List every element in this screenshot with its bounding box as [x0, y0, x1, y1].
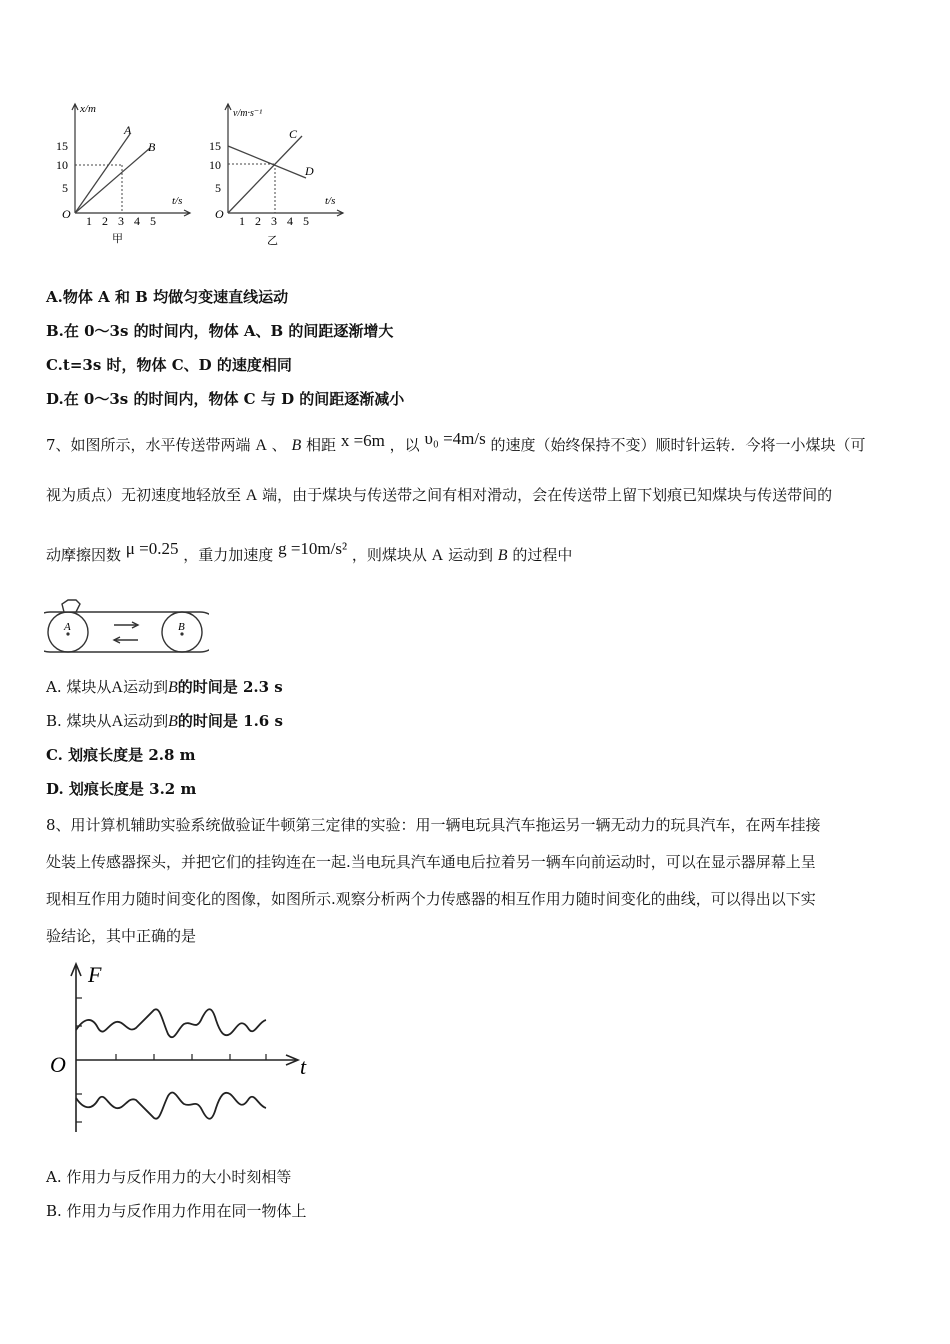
q7-eq-v0: υ₀ =4m/s: [424, 429, 486, 448]
q7-eq-x: x =6m: [340, 431, 385, 450]
q7-text: 端，由于煤块与传送带之间有相对滑动，会在传送带上留下划痕已知煤块与传送带间的: [262, 486, 833, 504]
line-a-label: A: [124, 123, 132, 137]
q7-symbol-b: B: [167, 679, 178, 696]
pulley-label-a: A: [64, 621, 71, 633]
line-c: [228, 136, 302, 213]
q8-stem-line-4: 验结论，其中正确的是: [46, 927, 197, 945]
conveyor-belt-diagram: [44, 596, 209, 658]
x-tick: 2: [255, 214, 261, 228]
x-tick: 5: [303, 214, 309, 228]
q7-text: 视为质点）无初速度地轻放至: [46, 486, 242, 504]
q8-option-a: A. 作用力与反作用力的大小时刻相等: [46, 1168, 292, 1186]
q7-symbol-a: A: [111, 679, 123, 696]
q7-symbol-a: A: [245, 487, 258, 504]
q7-text: 、: [271, 436, 287, 454]
q8-stem-line-1: 8、用计算机辅助实验系统做验证牛顿第三定律的实验：用一辆电玩具汽车拖运另一辆无动力的玩具汽车，在两车挂接: [46, 816, 821, 834]
y-tick: 5: [62, 181, 68, 195]
q7-symbol-a: A: [431, 547, 444, 564]
option-text: 的时间是 2.3 s: [177, 678, 283, 696]
x-tick: 1: [239, 214, 245, 228]
q7-symbol-b: B: [291, 437, 302, 454]
q8-option-b: B. 作用力与反作用力作用在同一物体上: [46, 1202, 307, 1220]
origin-label: O: [62, 207, 71, 221]
q7-text: 7、如图所示，水平传送带两端: [46, 436, 251, 454]
q7-text: 的过程中: [512, 546, 573, 564]
x-tick: 4: [134, 214, 140, 228]
q6-option-b: B.在 0～3s 的时间内，物体 A、B 的间距逐渐增大: [46, 322, 394, 340]
force-time-graph: [44, 958, 324, 1138]
q7-text: ，以: [389, 436, 420, 454]
q7-option-d: D. 划痕长度是 3.2 m: [46, 780, 197, 798]
origin-label: O: [50, 1052, 66, 1077]
reaction-force-curve: [76, 1092, 266, 1118]
q7-eq-mu: μ =0.25: [125, 539, 179, 558]
x-tick: 2: [102, 214, 108, 228]
y-tick: 10: [209, 158, 221, 172]
q7-text: 运动到: [448, 546, 494, 564]
q7-text: ，则煤块从: [351, 546, 427, 564]
q7-stem-line-3: [46, 539, 573, 565]
y-tick: 15: [56, 139, 68, 153]
x-axis-label: t/s: [172, 195, 183, 207]
x-axis-label: t/s: [325, 195, 336, 207]
y-axis-label: F: [88, 962, 102, 987]
q7-option-a: [46, 676, 283, 697]
q7-eq-g: g =10m/s²: [278, 539, 348, 558]
x-tick: 4: [287, 214, 293, 228]
origin-label: O: [215, 207, 224, 221]
line-c-label: C: [289, 127, 298, 141]
q7-text: 的速度（始终保持不变）顺时针运转．今将一小煤块（可: [490, 436, 866, 454]
q8-stem-line-3: 现相互作用力随时间变化的图像，如图所示.观察分析两个力传感器的相互作用力随时间变化的曲线，可以得出以下实: [46, 890, 816, 908]
q6-option-c: C.t=3s 时，物体 C、D 的速度相同: [46, 356, 292, 374]
q7-option-c: C. 划痕长度是 2.8 m: [46, 746, 196, 764]
q7-text: ，重力加速度: [183, 546, 274, 564]
q6-option-a: A.物体 A 和 B 均做匀变速直线运动: [46, 288, 289, 306]
x-tick: 5: [150, 214, 156, 228]
q7-text: 相距: [306, 436, 337, 454]
q7-symbol-b: B: [168, 713, 178, 730]
y-axis-label: x/m: [80, 103, 96, 115]
line-d-label: D: [305, 164, 314, 178]
graph-yi: [203, 98, 363, 248]
option-text: 运动到: [123, 712, 169, 730]
q8-stem-line-2: 处装上传感器探头，并把它们的挂钩连在一起.当电玩具汽车通电后拉着另一辆车向前运动时，可以在显示器屏幕上呈: [46, 853, 816, 871]
q7-symbol-a: A: [255, 437, 267, 454]
pulley-label-b: B: [178, 621, 185, 633]
option-text: 运动到: [122, 678, 168, 696]
option-text: A. 煤块从: [46, 678, 112, 696]
action-force-curve: [76, 1009, 266, 1037]
x-tick: 3: [118, 214, 124, 228]
graph-jia: [50, 98, 210, 248]
y-tick: 5: [215, 181, 221, 195]
q7-option-b: [46, 710, 283, 731]
q7-stem-line-2: [46, 484, 832, 505]
q7-stem-line-1: [46, 429, 866, 455]
q7-text: 动摩擦因数: [46, 546, 122, 564]
line-b: [75, 148, 150, 213]
x-tick: 3: [271, 214, 277, 228]
y-tick: 10: [56, 158, 68, 172]
x-tick: 1: [86, 214, 92, 228]
q7-symbol-b: B: [497, 547, 508, 564]
line-b-label: B: [148, 140, 156, 154]
y-tick: 15: [209, 139, 221, 153]
caption: 乙: [267, 235, 278, 247]
caption: 甲: [112, 233, 123, 245]
option-text: 的时间是 1.6 s: [177, 712, 283, 730]
q6-option-d: D.在 0～3s 的时间内，物体 C 与 D 的间距逐渐减小: [46, 390, 405, 408]
q7-symbol-a: A: [111, 713, 124, 730]
y-axis-label: v/m·s⁻¹: [233, 108, 263, 119]
coal-block: [62, 600, 80, 612]
x-axis-label: t: [300, 1054, 307, 1079]
option-text: B. 煤块从: [46, 712, 112, 730]
